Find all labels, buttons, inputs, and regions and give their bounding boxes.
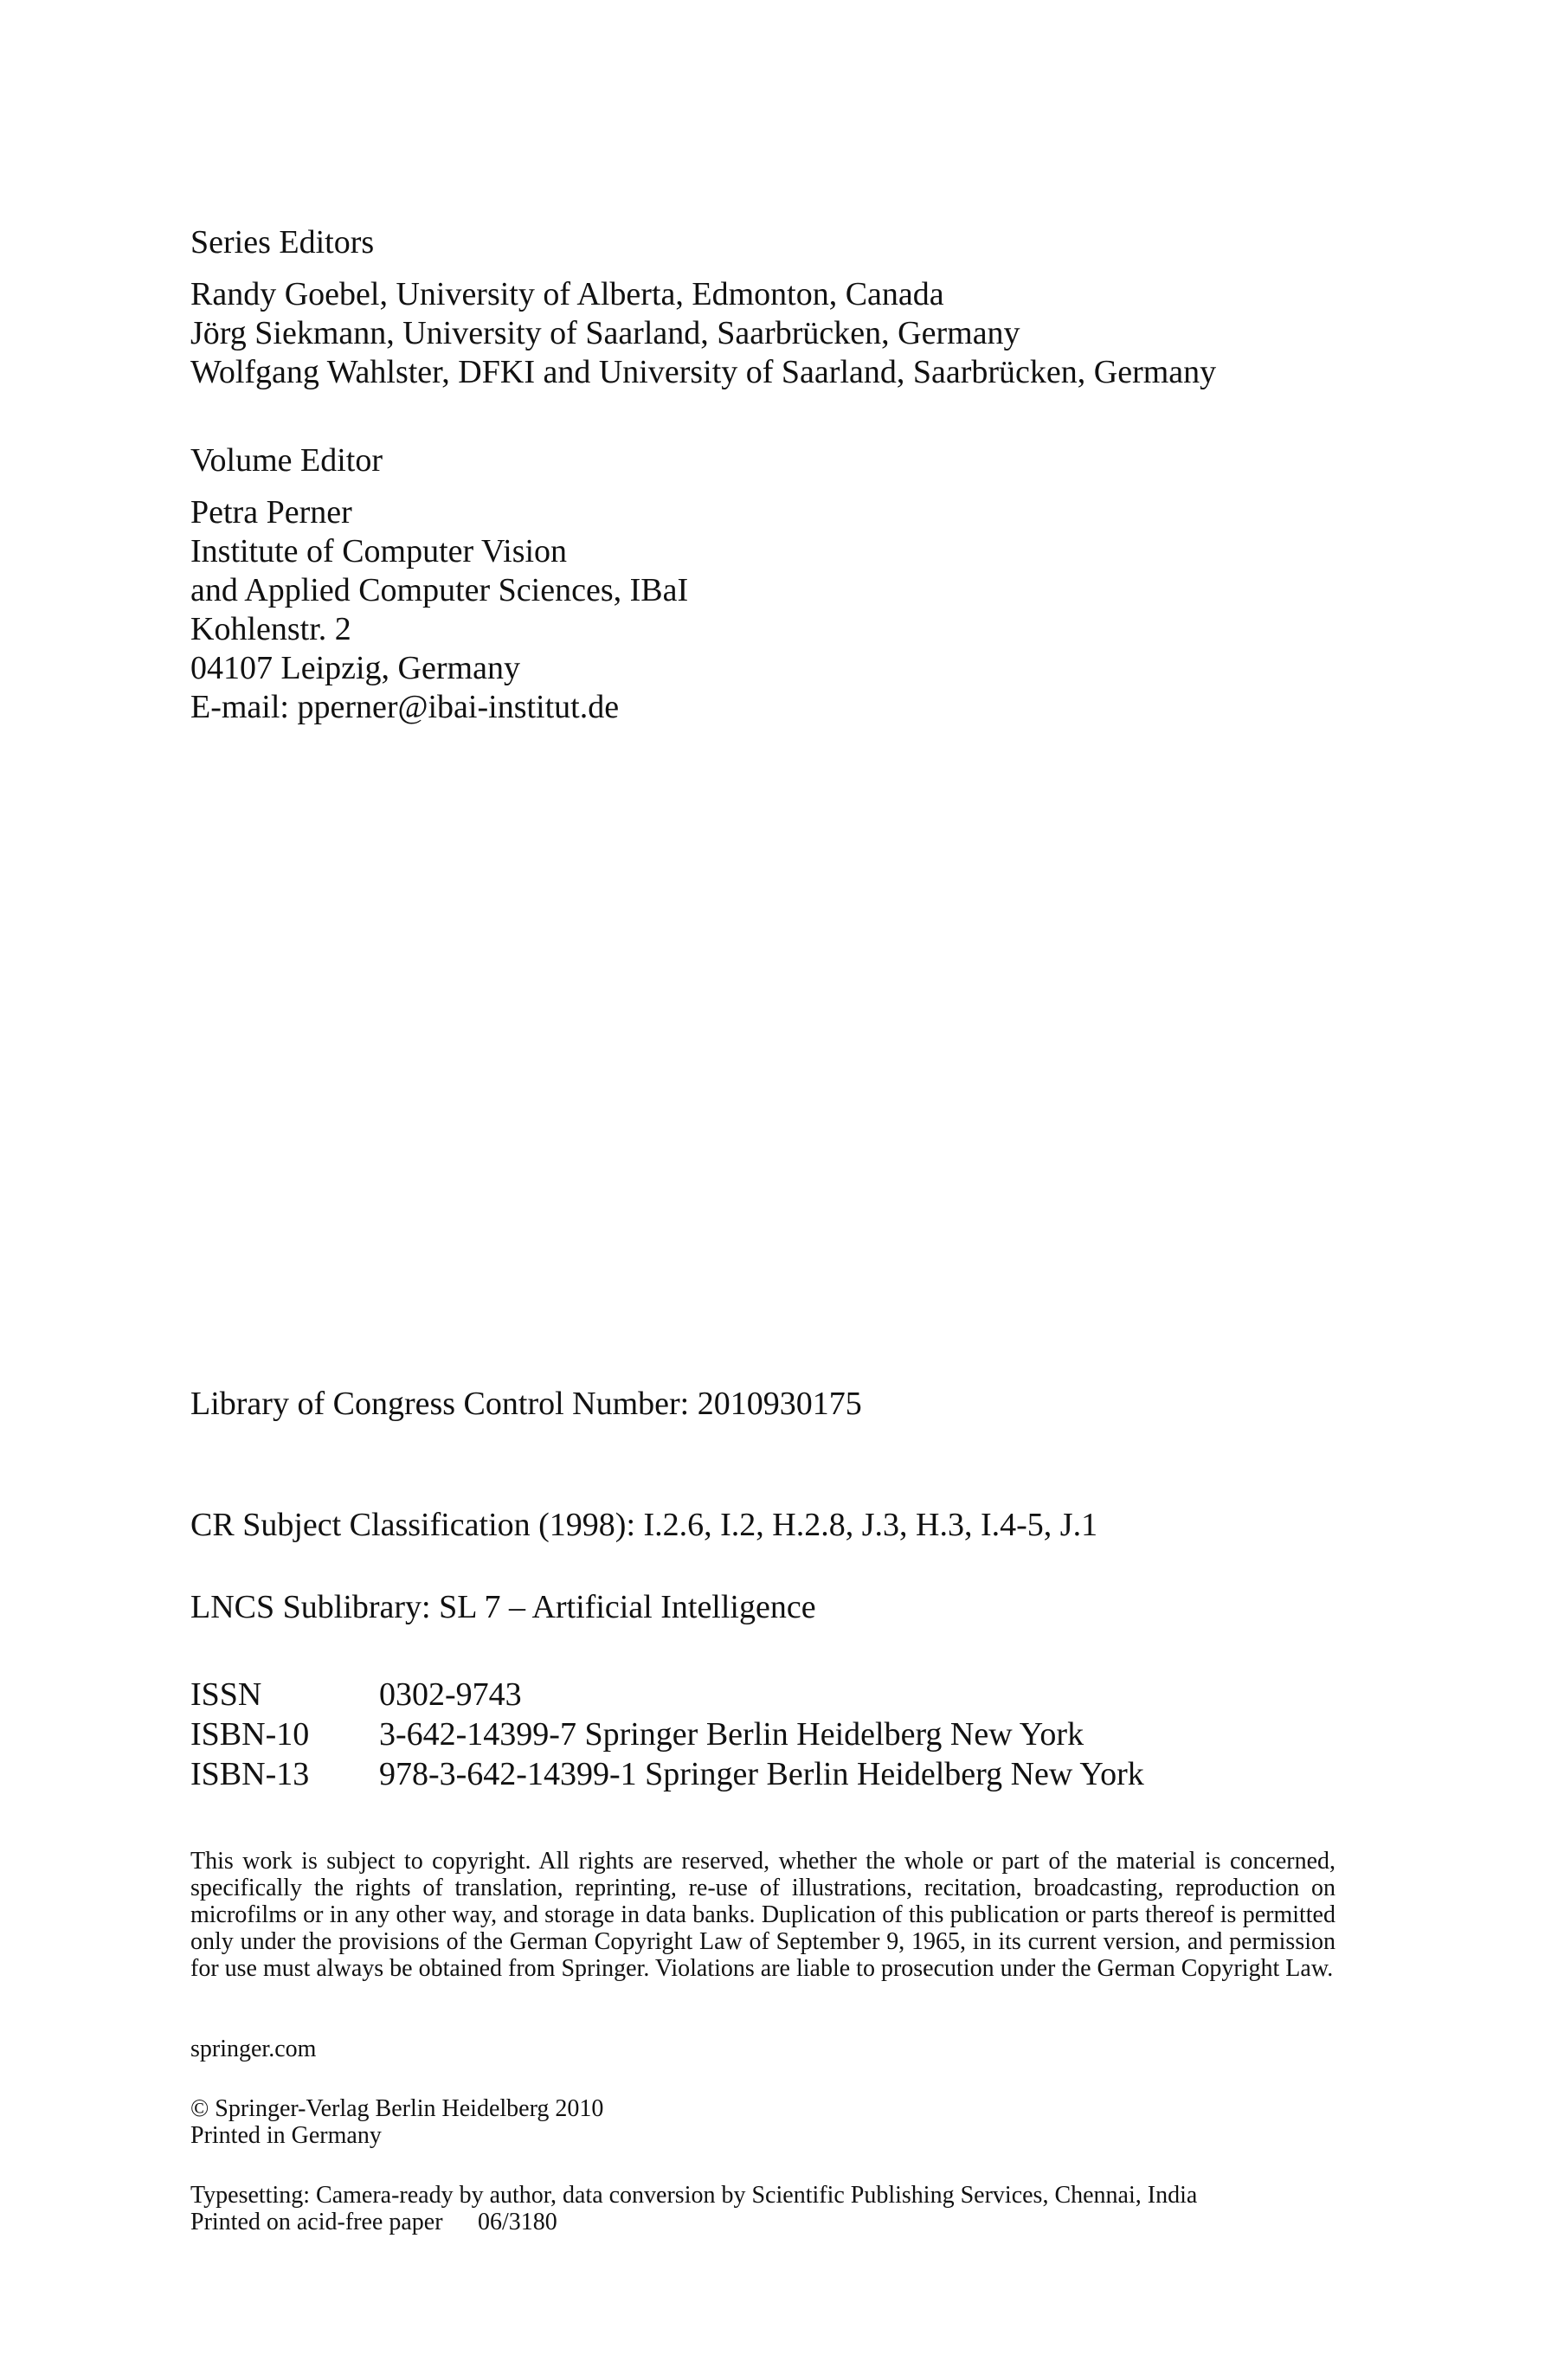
identifiers-table [190,1675,1342,1794]
copyright-page [190,0,1342,2380]
identifier-label: ISSN [190,1676,262,1713]
paper-line [190,2209,1342,2235]
paper-text: Printed on acid-free paper [190,2209,443,2235]
volume-editor-address [190,493,1342,727]
identifier-value: 978-3-642-14399-1 Springer Berlin Heidelberg New York [379,1756,1144,1792]
identifier-label: ISBN-13 [190,1756,310,1792]
publisher-section [190,2095,1342,2149]
address-line: Petra Perner [190,494,352,531]
series-editors-section [190,223,1342,262]
copyright-line: © Springer-Verlag Berlin Heidelberg 2010 [190,2095,604,2122]
address-line: Institute of Computer Vision [190,533,568,569]
printed-in-line: Printed in Germany [190,2122,382,2149]
identifier-row [190,1754,1342,1794]
identifier-label: ISBN-10 [190,1716,310,1753]
production-code: 06/3180 [478,2209,557,2235]
address-line: Kohlenstr. 2 [190,611,351,647]
email-line: E-mail: pperner@ibai-institut.de [190,689,620,725]
identifier-value: 0302-9743 [379,1676,522,1713]
production-section [190,2182,1342,2235]
series-editor: Randy Goebel, University of Alberta, Edmonton, Canada [190,276,944,312]
volume-editor-section [190,441,1342,480]
address-line: and Applied Computer Sciences, IBaI [190,572,689,608]
lncs-sublibrary-line: LNCS Sublibrary: SL 7 – Artificial Intelligence [190,1589,816,1625]
website-link[interactable]: springer.com [190,2036,317,2062]
lccn-line: Library of Congress Control Number: 2010930175 [190,1386,862,1422]
cr-classification-section [190,1506,1342,1545]
address-line: 04107 Leipzig, Germany [190,650,520,686]
series-editor: Wolfgang Wahlster, DFKI and University of Saarland, Saarbrücken, Germany [190,354,1217,390]
identifier-value: 3-642-14399-7 Springer Berlin Heidelberg New York [379,1716,1084,1753]
cr-classification-line: CR Subject Classification (1998): I.2.6, I.2, H.2.8, J.3, H.3, I.4-5, J.1 [190,1507,1098,1543]
typesetting-line: Typesetting: Camera-ready by author, data conversion by Scientific Publishing Services, Chennai, India [190,2182,1198,2209]
website-section [190,2036,1342,2062]
series-editors-list [190,275,1342,392]
identifier-row [190,1714,1342,1754]
series-editors-heading: Series Editors [190,224,375,261]
series-editor: Jörg Siekmann, University of Saarland, Saarbrücken, Germany [190,315,1020,351]
lccn-section [190,1385,1342,1424]
identifier-row [190,1675,1342,1714]
copyright-notice: This work is subject to copyright. All rights are reserved, whether the whole or part of the material is concerned, specifically the rights of translation, reprinting, re-use of illustrations, recitation, broadcasting, reproduction on microfilms or in any other way, and storage in data banks. Duplication of this publication or parts thereof is permitted only under the provisions of the German Copyright Law of September 9, 1965, in its current version, and permission for use must always be obtained from Springer. Violations are liable to prosecution under the German Copyright Law. [190,1848,1335,1982]
lncs-sublibrary-section [190,1588,1342,1627]
volume-editor-heading: Volume Editor [190,442,383,479]
